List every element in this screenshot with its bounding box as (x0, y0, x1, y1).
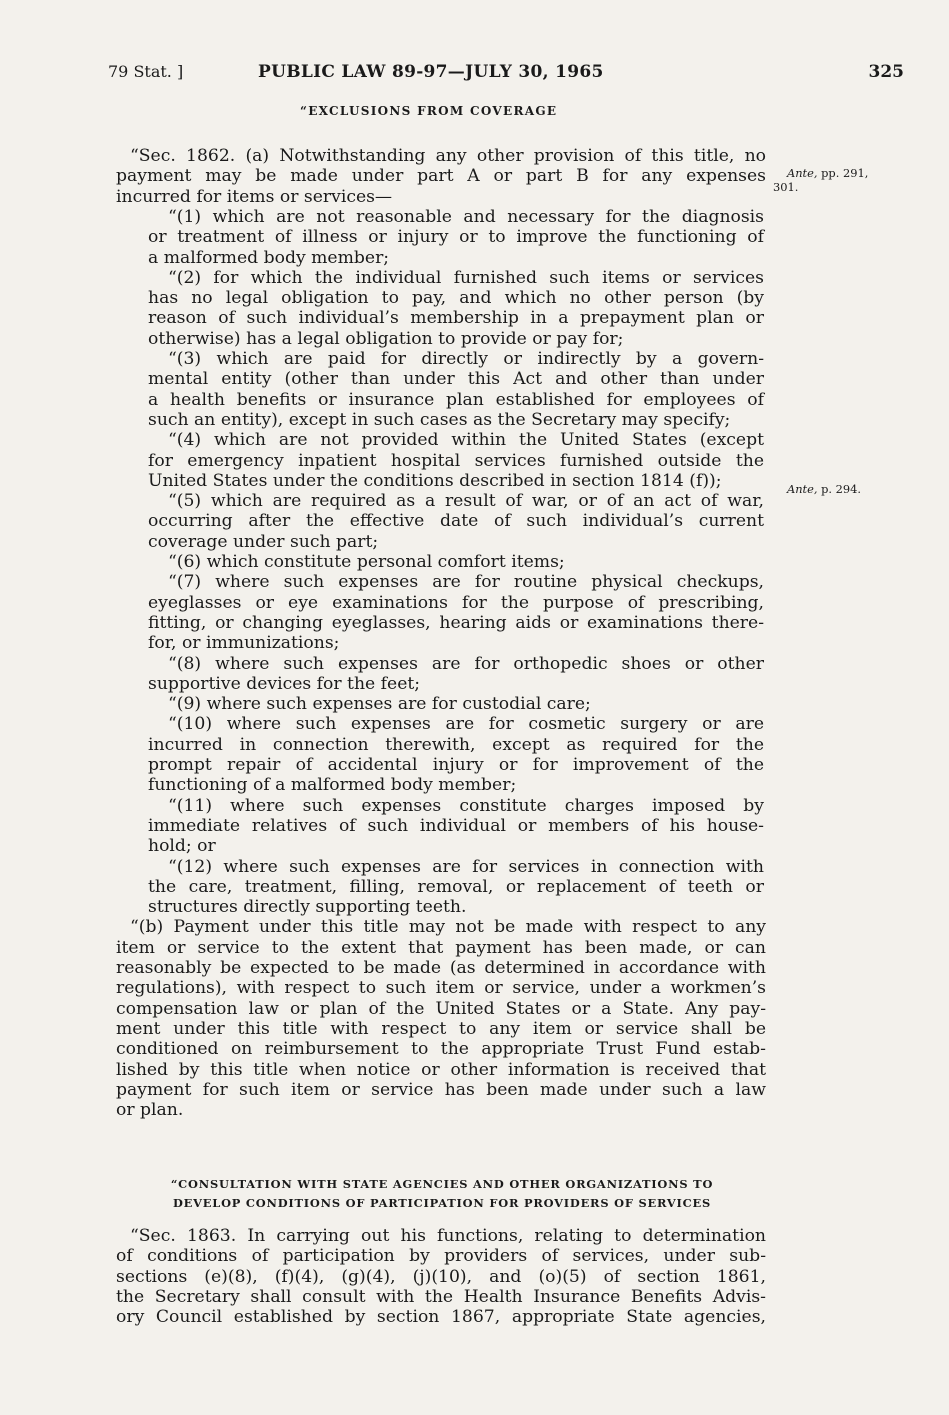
text-line: has no legal obligation to pay, and which no other person (by (148, 288, 764, 309)
marginal-note-ante-291: Ante, pp. 291, 301. (773, 166, 869, 194)
text-line: item or service to the extent that payment has been made, or can (116, 937, 766, 958)
text-line: reasonably be expected to be made (as determined in accordance with (116, 958, 766, 978)
text-line: compensation law or plan of the United States or a State. Any pay- (116, 998, 766, 1019)
text-line: occurring after the effective date of such individual’s current (148, 511, 764, 532)
text-line: immediate relatives of such individual or members of his house- (148, 815, 764, 836)
text-line: reason of such individual’s membership in a prepayment plan or (148, 308, 764, 329)
text-line: “(8) where such expenses are for orthopedic shoes or other (168, 653, 764, 674)
text-line: lished by this title when notice or other information is received that (116, 1059, 766, 1080)
marginal-label: Ante (787, 482, 814, 496)
text-line: such an entity), except in such cases as the Secretary may specify; (148, 409, 731, 430)
text-line: “(11) where such expenses constitute charges imposed by (168, 795, 764, 816)
text-line: payment may be made under part A or part B for any expenses (116, 166, 766, 187)
text-line: of conditions of participation by providers of services, under sub- (116, 1246, 766, 1267)
text-line: incurred for items or services— (116, 186, 393, 207)
text-line: mental entity (other than under this Act and other than under (148, 369, 764, 390)
text-line: “(3) which are paid for directly or indirectly by a govern- (168, 349, 764, 369)
text-line: “Sec. 1862. (a) Notwithstanding any other provision of this title, no (130, 146, 766, 166)
law-title: PUBLIC LAW 89-97—JULY 30, 1965 (258, 62, 604, 82)
text-line: conditioned on reimbursement to the appropriate Trust Fund estab- (116, 1039, 766, 1060)
section-heading-1863 (116, 1175, 768, 1213)
statute-volume: 79 Stat. ] (108, 62, 184, 81)
text-line: ory Council established by section 1867, appropriate State agencies, (116, 1307, 766, 1328)
text-line: a health benefits or insurance plan established for employees of (148, 389, 764, 410)
text-line: otherwise) has a legal obligation to provide or pay for; (148, 328, 624, 349)
text-line: “(10) where such expenses are for cosmetic surgery or are (168, 714, 764, 735)
text-line: fitting, or changing eyeglasses, hearing aids or examinations there- (148, 612, 764, 633)
marginal-ref-cont: 301. (773, 180, 799, 194)
text-line: functioning of a malformed body member; (148, 775, 517, 796)
text-line: “(12) where such expenses are for services in connection with (168, 856, 764, 877)
heading-line: “CONSULTATION WITH STATE AGENCIES AND OTHER ORGANIZATIONS TO (170, 1177, 714, 1191)
text-line: incurred in connection therewith, except as required for the (148, 734, 764, 755)
text-line: the Secretary shall consult with the Health Insurance Benefits Advis- (116, 1286, 766, 1307)
text-line: or treatment of illness or injury or to improve the functioning of (148, 227, 764, 248)
marginal-ref: p. 294. (821, 482, 862, 496)
text-line: “(4) which are not provided within the United States (except (168, 430, 764, 451)
text-line: for emergency inpatient hospital services furnished outside the (148, 450, 764, 471)
text-line: United States under the conditions described in section 1814 (f)); (148, 470, 722, 491)
heading-line: DEVELOP CONDITIONS OF PARTICIPATION FOR PROVIDERS OF SERVICES (172, 1196, 711, 1210)
page-number: 325 (868, 62, 904, 82)
text-line: ment under this title with respect to any item or service shall be (116, 1018, 766, 1039)
text-line: structures directly supporting teeth. (148, 897, 467, 918)
text-line: regulations), with respect to such item or service, under a workmen’s (116, 978, 766, 999)
text-line: “Sec. 1863. In carrying out his functions, relating to determination (130, 1226, 766, 1246)
text-line: “(9) where such expenses are for custodial care; (168, 694, 591, 715)
text-line: payment for such item or service has been made under such a law (116, 1079, 766, 1100)
text-line: “(7) where such expenses are for routine physical checkups, (168, 572, 764, 593)
text-line: prompt repair of accidental injury or for improvement of the (148, 755, 764, 775)
text-line: coverage under such part; (148, 531, 379, 552)
text-line: supportive devices for the feet; (148, 673, 421, 694)
text-line: hold; or (148, 836, 216, 857)
text-line: a malformed body member; (148, 247, 390, 268)
section-heading-1862: “EXCLUSIONS FROM COVERAGE (300, 104, 558, 118)
text-line: sections (e)(8), (f)(4), (g)(4), (j)(10), and (o)(5) of section 1861, (116, 1266, 766, 1287)
text-line: “(1) which are not reasonable and necessary for the diagnosis (168, 206, 764, 227)
marginal-ref: pp. 291, (821, 166, 869, 180)
marginal-label: Ante (787, 166, 814, 180)
text-line: for, or immunizations; (148, 633, 340, 654)
text-line: “(5) which are required as a result of war, or of an act of war, (168, 491, 764, 512)
text-line: eyeglasses or eye examinations for the purpose of prescribing, (148, 592, 764, 613)
text-line: “(2) for which the individual furnished such items or services (168, 267, 764, 288)
running-header (108, 62, 908, 86)
text-line: “(b) Payment under this title may not be made with respect to any (130, 917, 766, 938)
text-line: “(6) which constitute personal comfort items; (168, 552, 565, 572)
marginal-note-ante-294: Ante, p. 294. (787, 482, 862, 496)
text-line: the care, treatment, filling, removal, or replacement of teeth or (148, 876, 764, 897)
text-line: or plan. (116, 1100, 184, 1121)
